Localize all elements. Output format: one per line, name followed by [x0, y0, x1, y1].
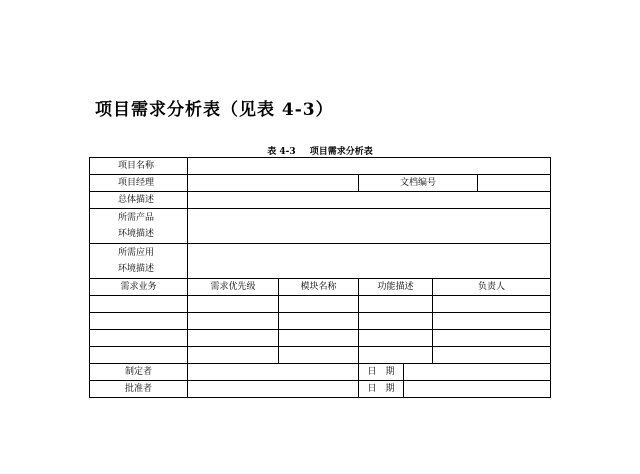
table-cell[interactable] [433, 347, 551, 364]
value-project-manager[interactable] [188, 175, 359, 192]
table-caption-title: 项目需求分析表 [309, 147, 373, 157]
table-cell[interactable] [90, 330, 188, 347]
page-heading: 项目需求分析表（见表 4-3） [95, 100, 334, 120]
table-cell[interactable] [279, 313, 359, 330]
value-approver[interactable] [188, 381, 359, 398]
column-header-function-description: 功能描述 [359, 279, 433, 296]
table-cell[interactable] [188, 313, 279, 330]
value-approval-date[interactable] [404, 381, 551, 398]
value-creator[interactable] [188, 364, 359, 381]
label-project-manager: 项目经理 [90, 175, 188, 192]
table-row [90, 330, 551, 347]
table-row [90, 175, 551, 192]
requirements-analysis-table [89, 157, 551, 398]
table-row [90, 192, 551, 209]
column-header-priority: 需求优先级 [188, 279, 279, 296]
table-cell[interactable] [359, 347, 433, 364]
table-cell[interactable] [279, 330, 359, 347]
table-row [90, 364, 551, 381]
column-header-owner: 负责人 [433, 279, 551, 296]
table-cell[interactable] [279, 296, 359, 313]
column-header-business: 需求业务 [90, 279, 188, 296]
table-cell[interactable] [359, 296, 433, 313]
value-document-number[interactable] [478, 175, 551, 192]
table-cell[interactable] [188, 296, 279, 313]
label-project-name: 项目名称 [90, 158, 188, 175]
table-caption [0, 144, 640, 157]
value-overall-description[interactable] [188, 192, 551, 209]
table-cell[interactable] [359, 330, 433, 347]
label-product-environment-line1: 所需产品 [118, 213, 155, 223]
label-application-environment-line2: 环境描述 [118, 264, 155, 274]
table-cell[interactable] [433, 296, 551, 313]
label-creation-date: 日 期 [359, 364, 404, 381]
table-cell[interactable] [90, 313, 188, 330]
table-cell[interactable] [433, 330, 551, 347]
table-row [90, 209, 551, 244]
label-product-environment [90, 209, 188, 244]
label-application-environment-line1: 所需应用 [118, 248, 155, 258]
label-approval-date: 日 期 [359, 381, 404, 398]
label-application-environment [90, 244, 188, 279]
table-row [90, 296, 551, 313]
table-row [90, 158, 551, 175]
value-project-name[interactable] [188, 158, 551, 175]
table-row [90, 313, 551, 330]
table-header-row [90, 279, 551, 296]
label-product-environment-line2: 环境描述 [118, 229, 155, 239]
table-cell[interactable] [279, 347, 359, 364]
table-caption-number: 表 4-3 [267, 147, 296, 157]
label-creator: 制定者 [90, 364, 188, 381]
table-cell[interactable] [188, 347, 279, 364]
label-approver: 批准者 [90, 381, 188, 398]
value-application-environment[interactable] [188, 244, 551, 279]
label-document-number: 文档编号 [359, 175, 478, 192]
table-row [90, 381, 551, 398]
table-cell[interactable] [433, 313, 551, 330]
table-cell[interactable] [188, 330, 279, 347]
value-product-environment[interactable] [188, 209, 551, 244]
label-overall-description: 总体描述 [90, 192, 188, 209]
column-header-module-name: 模块名称 [279, 279, 359, 296]
table-cell[interactable] [90, 347, 188, 364]
table-row [90, 347, 551, 364]
table-cell[interactable] [90, 296, 188, 313]
table-row [90, 244, 551, 279]
table-cell[interactable] [359, 313, 433, 330]
value-creation-date[interactable] [404, 364, 551, 381]
